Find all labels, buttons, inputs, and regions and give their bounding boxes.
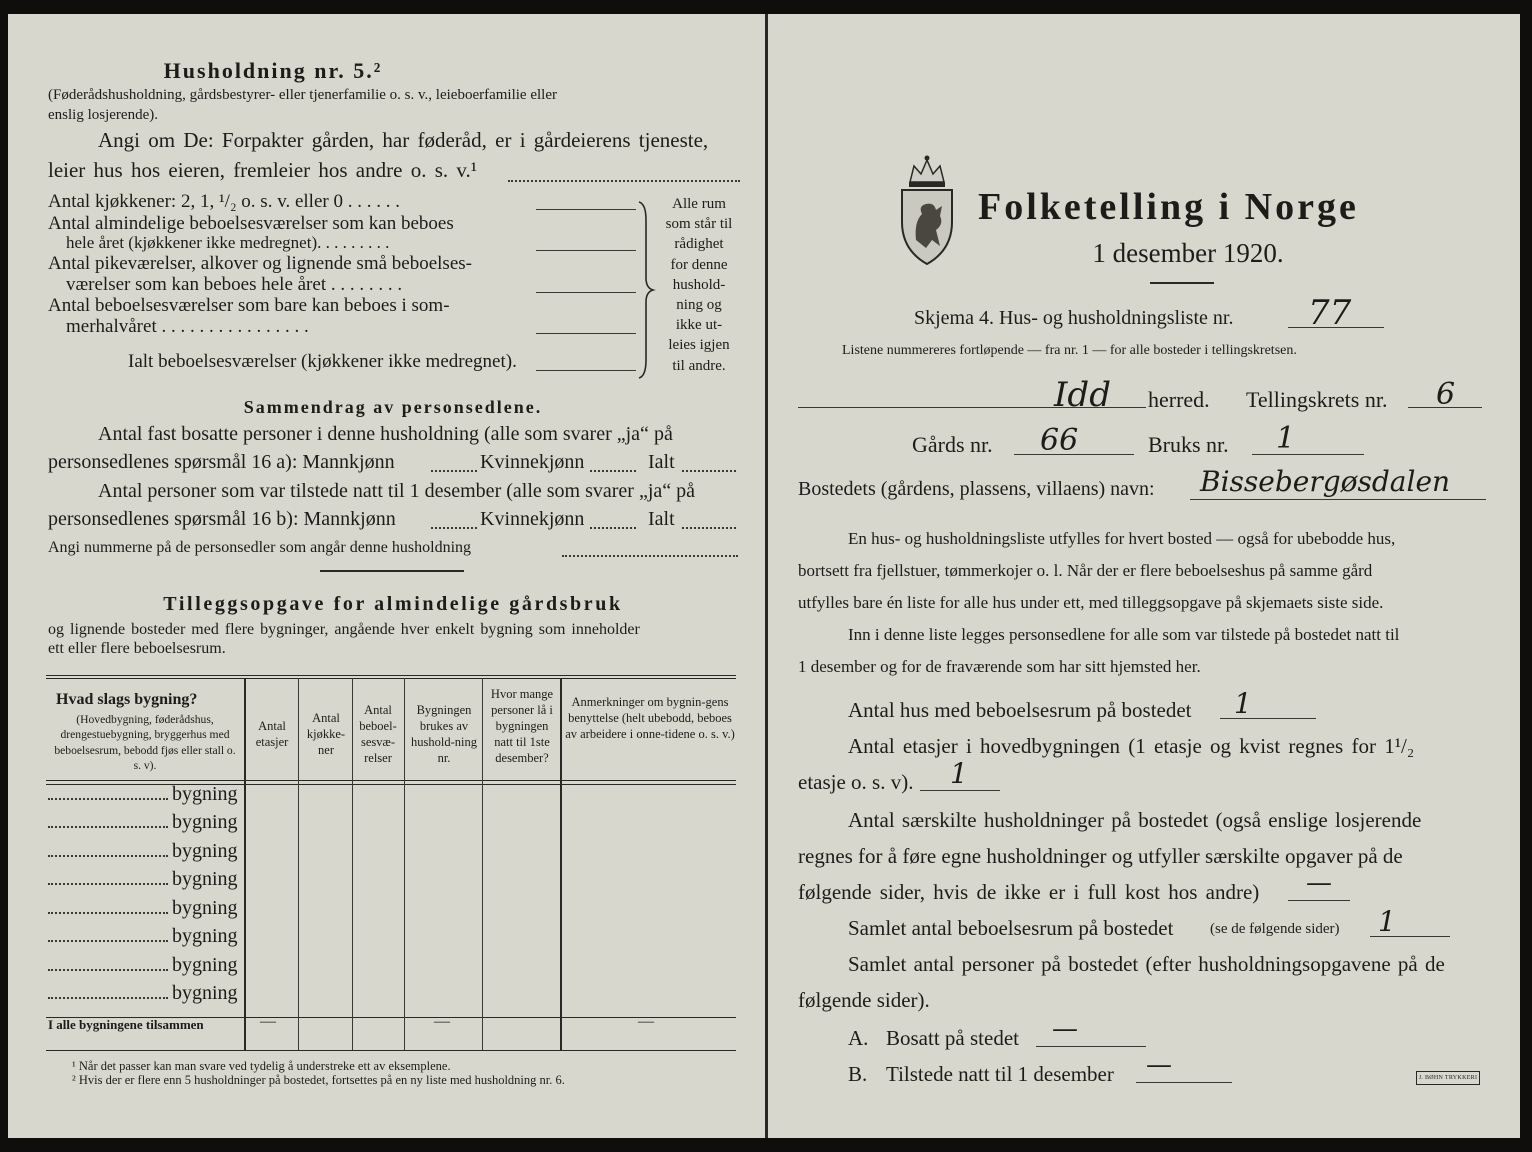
summary-a-total-field[interactable] (682, 470, 736, 472)
present-letter: B. (848, 1062, 868, 1086)
info-line-4: Inn i denne liste legges personsedlene for alle som var tilstede på bostedet natt til (848, 625, 1400, 644)
summary-b-female-field[interactable] (590, 527, 636, 529)
summary-a-female-label: Kvinnekjønn (480, 451, 585, 473)
floors-field-line (920, 790, 1000, 791)
total-dash-remarks: — (638, 1013, 654, 1030)
side-note-line: leies igjen (668, 337, 730, 354)
resident-label: Bosatt på stedet (886, 1026, 1019, 1050)
angi-line-2: leier hus hos eieren, fremleier hos andre o. s. v.¹ (48, 158, 478, 182)
table-top-rule (46, 675, 736, 676)
summary-a-female-field[interactable] (590, 470, 636, 472)
table-header-rule-2 (46, 784, 736, 785)
present-field-line (1136, 1082, 1232, 1083)
krets-label: Tellingskrets nr. (1246, 387, 1388, 412)
summary-b-total-field[interactable] (682, 527, 736, 529)
question-persons-2: følgende sider). (798, 988, 930, 1012)
gards-label: Gårds nr. (912, 432, 993, 457)
question-total-rooms: Samlet antal beboelsesrum på bostedet (848, 916, 1174, 940)
bosted-value[interactable]: Bissebergøsdalen (1200, 465, 1451, 498)
question-rooms-2: hele året (kjøkkener ikke medregnet). . . . . . . . . (66, 233, 390, 252)
summary-a-2: personsedlenes spørsmål 16 a): Mannkjønn (48, 451, 395, 473)
building-row-field[interactable] (48, 883, 168, 885)
question-maid-2: værelser som kan beboes hele året . . . . . . . . (66, 274, 403, 295)
krets-value[interactable]: 6 (1436, 377, 1456, 412)
col-floors: Antal etasjer (255, 719, 289, 749)
summary-b-2: personsedlenes spørsmål 16 b): Mannkjønn (48, 508, 396, 530)
question-total-rooms-note: (se de følgende sider) (1210, 921, 1340, 937)
summary-a-1: Antal fast bosatte personer i denne husholdning (alle som svarer „ja“ på (98, 423, 673, 445)
bruks-field-line (1252, 454, 1364, 455)
floors-value[interactable]: 1 (950, 757, 968, 790)
col-building-title: Hvad slags bygning? (56, 691, 198, 708)
footnote-1: ¹ Når det passer kan man svare ved tydelig å understreke ett av eksemplene. (72, 1059, 451, 1073)
divider (320, 570, 464, 572)
herred-value[interactable]: Idd (1054, 375, 1111, 415)
col-persons: Hvor mange personer lå i bygningen natt til 1ste desember? (490, 687, 554, 765)
table-column-rule (482, 678, 483, 1050)
question-total: Ialt beboelsesværelser (kjøkkener ikke medregnet). (128, 351, 517, 372)
norway-coat-of-arms-icon (896, 154, 958, 268)
building-row-field[interactable] (48, 855, 168, 857)
supplement-text-1: og lignende bosteder med flere bygninger, angående hver enkelt bygning som inneholder (48, 621, 640, 638)
household-title: Husholdning nr. 5.² (163, 58, 383, 83)
household-subtitle-2: enslig losjerende). (48, 107, 158, 123)
resident-value[interactable]: — (1052, 1014, 1078, 1044)
side-note-line: hushold- (672, 276, 726, 293)
summary-b-male-field[interactable] (431, 527, 477, 529)
side-note-line: som står til (665, 216, 733, 233)
building-row-field[interactable] (48, 940, 168, 942)
summary-a-total-label: Ialt (648, 451, 675, 473)
table-header-rule (46, 780, 736, 781)
answer-kitchens[interactable] (536, 209, 636, 210)
household-subtitle: (Føderådshusholdning, gårdsbestyrer- eller tjenerfamilie o. s. v., leieboerfamilie eller (48, 87, 557, 103)
footnote-2: ² Hvis der er flere enn 5 husholdninger på bostedet, fortsettes på en ny liste med husholdning nr. 6. (72, 1073, 565, 1087)
summary-title: Sammendrag av personsedlene. (243, 397, 543, 417)
resident-letter: A. (848, 1026, 869, 1050)
building-row: bygning (172, 811, 238, 833)
census-title: Folketelling i Norge (978, 186, 1359, 228)
summary-b-1: Antal personer som var tilstede natt til 1 desember (alle som svarer „ja“ på (98, 480, 696, 502)
table-column-rule (244, 678, 246, 1050)
herred-label: herred. (1148, 387, 1210, 412)
angi-numbers: Angi nummerne på de personsedler som angår denne husholdning (48, 539, 472, 556)
question-maid-1: Antal pikeværelser, alkover og lignende små beboelses- (48, 253, 472, 274)
summary-b-total-label: Ialt (648, 508, 675, 530)
side-note-line: ikke ut- (675, 317, 723, 334)
building-row: bygning (172, 954, 238, 976)
angi-answer-line[interactable] (508, 180, 740, 182)
info-line-3: utfylles bare én liste for alle hus under ett, med tilleggsopgave på skjemaets siste side. (798, 593, 1384, 612)
side-note-line: til andre. (672, 357, 726, 374)
info-line-5: 1 desember og for de fraværende som har sitt hjemsted her. (798, 657, 1201, 676)
question-households-1: Antal særskilte husholdninger på bostedet (også enslige losjerende (848, 808, 1422, 832)
question-houses: Antal hus med beboelsesrum på bostedet (848, 698, 1192, 722)
building-row-field[interactable] (48, 912, 168, 914)
date-divider (1150, 282, 1214, 284)
brace-icon (636, 200, 656, 380)
building-row-field[interactable] (48, 826, 168, 828)
table-column-rule (352, 678, 353, 1050)
building-row: bygning (172, 897, 238, 919)
info-line-2: bortsett fra fjellstuer, tømmerkojer o. l. Når der er flere beboelseshus på samme gård (798, 561, 1373, 580)
total-label: I alle bygningene tilsammen (48, 1017, 204, 1032)
supplement-title: Tilleggsopgave for almindelige gårdsbruk (163, 593, 623, 615)
question-summer-1: Antal beboelsesværelser som bare kan beboes i som- (48, 295, 450, 316)
question-floors-1: Antal etasjer i hovedbygningen (1 etasje og kvist regnes for 1¹/₂ (848, 734, 1415, 758)
building-row-field[interactable] (48, 969, 168, 971)
table-column-rule (298, 678, 299, 1050)
side-note-line: for denne (670, 256, 728, 273)
left-page (8, 14, 765, 1138)
bruks-label: Bruks nr. (1148, 432, 1229, 457)
gards-value[interactable]: 66 (1040, 423, 1079, 458)
bosted-field-line (1190, 499, 1486, 500)
question-persons-1: Samlet antal personer på bostedet (efter husholdningsopgavene på de (848, 952, 1445, 976)
households-value[interactable]: — (1306, 868, 1332, 898)
bosted-label: Bostedets (gårdens, plassens, villaens) navn: (798, 478, 1155, 500)
right-page (768, 14, 1520, 1138)
supplement-text-2: ett eller flere beboelsesrum. (48, 640, 226, 657)
col-building-sub: (Hovedbygning, føderådshus, drengestuebygning, bryggerhus med beboelsesrum, bebodd fjøs eller stall o. s. v). (54, 713, 236, 772)
angi-line-1: Angi om De: Forpakter gården, har føderåd, er i gårdeierens tjeneste, (98, 128, 709, 152)
question-households-3: følgende sider, hvis de ikke er i full kost hos andre) (798, 880, 1260, 904)
present-label: Tilstede natt til 1 desember (886, 1062, 1114, 1086)
schema-value[interactable]: 77 (1308, 293, 1352, 333)
angi-numbers-field[interactable] (562, 555, 738, 557)
total-rooms-value[interactable]: 1 (1378, 905, 1396, 938)
col-kitchens: Antal kjøkke-ner (306, 711, 346, 757)
printer-stamp: J. BØHN TRYKKERI (1416, 1071, 1480, 1085)
total-dash-floors: — (260, 1013, 276, 1030)
households-field-line (1288, 900, 1350, 901)
side-note-line: rådighet (674, 236, 724, 253)
schema-label: Skjema 4. Hus- og husholdningsliste nr. (914, 307, 1234, 329)
building-row: bygning (172, 868, 238, 890)
question-floors-2: etasje o. s. v). (798, 770, 914, 794)
col-household: Bygningen brukes av hushold-ning nr. (411, 703, 477, 765)
table-column-rule (404, 678, 405, 1050)
present-value[interactable]: — (1146, 1050, 1172, 1080)
building-row: bygning (172, 840, 238, 862)
building-row: bygning (172, 783, 238, 805)
answer-summer[interactable] (536, 333, 636, 334)
building-row: bygning (172, 982, 238, 1004)
building-row-field[interactable] (48, 798, 168, 800)
resident-field-line (1036, 1046, 1146, 1047)
census-date: 1 desember 1920. (1092, 238, 1284, 268)
question-summer-2: merhalvåret . . . . . . . . . . . . . . . . (66, 316, 309, 337)
side-note-line: ning og (676, 297, 722, 314)
info-line-1: En hus- og husholdningsliste utfylles for hvert bosted — også for ubebodde hus, (848, 529, 1396, 548)
col-rooms: Antal beboel-sesvæ-relser (359, 703, 397, 765)
answer-rooms[interactable] (536, 250, 636, 251)
summary-b-female-label: Kvinnekjønn (480, 508, 585, 530)
table-top-rule-2 (46, 678, 736, 679)
building-row-field[interactable] (48, 997, 168, 999)
bruks-value[interactable]: 1 (1276, 421, 1296, 456)
numbering-note: Listene nummereres fortløpende — fra nr. 1 — for alle bosteder i tellingskretsen. (842, 343, 1297, 358)
answer-maid[interactable] (536, 292, 636, 293)
question-rooms-1: Antal almindelige beboelsesværelser som kan beboes (48, 213, 454, 234)
building-row: bygning (172, 925, 238, 947)
total-dash-household: — (434, 1013, 450, 1030)
table-bottom-rule (46, 1050, 736, 1051)
question-households-2: regnes for å føre egne husholdninger og utfyller særskilte opgaver på de (798, 844, 1403, 868)
answer-total[interactable] (536, 370, 636, 371)
side-note-line: Alle rum (672, 196, 726, 212)
table-column-rule (560, 678, 562, 1050)
houses-value[interactable]: 1 (1234, 687, 1252, 720)
side-note (656, 194, 742, 376)
col-remarks: Anmerkninger om bygnin-gens benyttelse (helt ubebodd, beboes av arbeidere i onne-tidene o. s. v.) (565, 695, 735, 741)
summary-a-male-field[interactable] (431, 470, 477, 472)
question-kitchens: Antal kjøkkener: 2, 1, ¹/₂ o. s. v. eller 0 . . . . . . (48, 191, 400, 212)
